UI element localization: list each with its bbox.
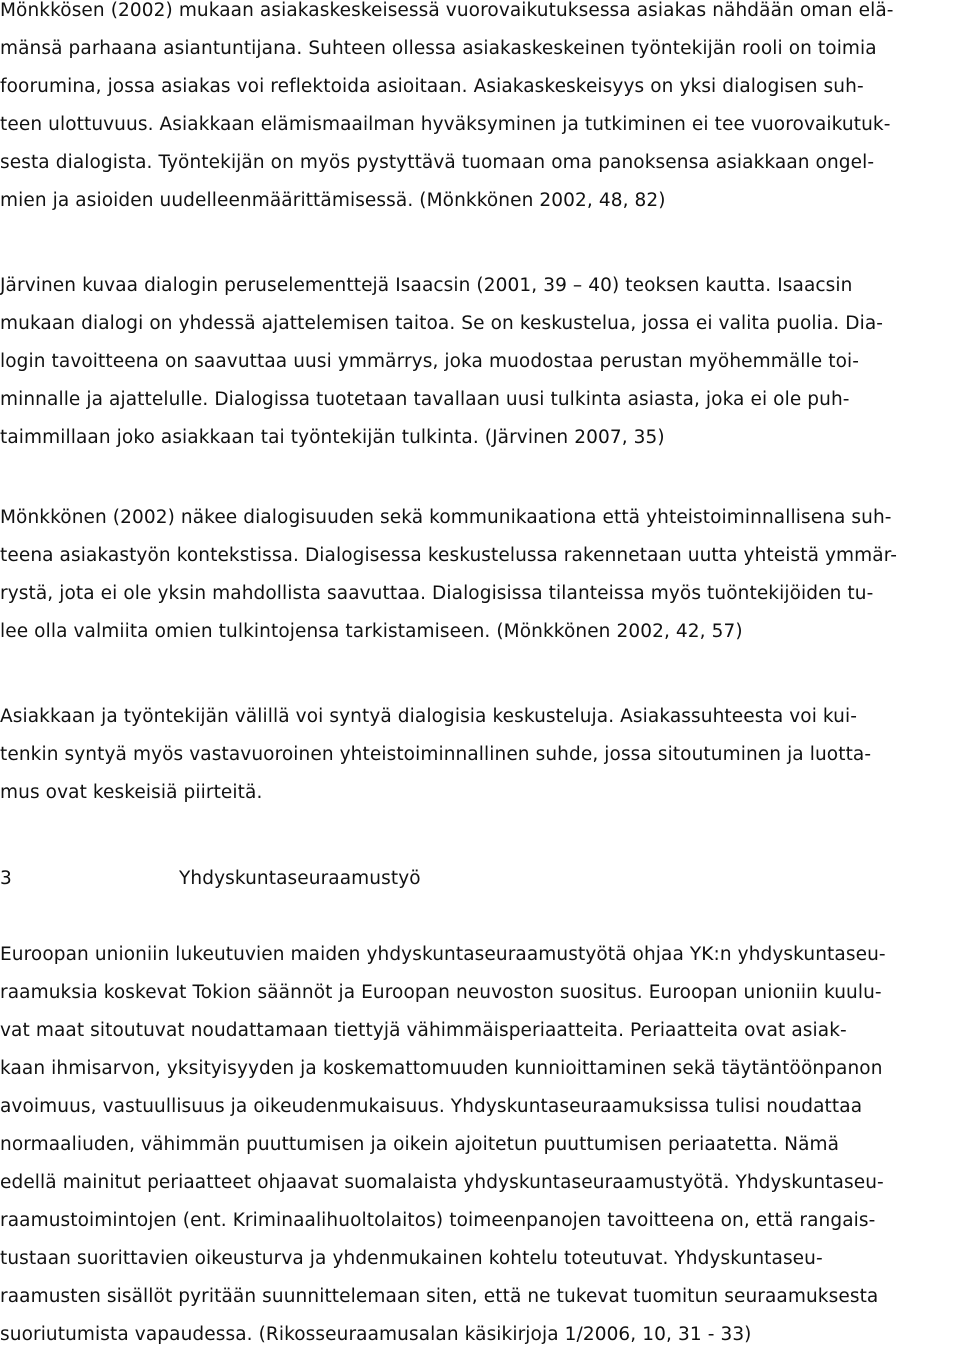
paragraph-line: mus ovat keskeisiä piirteitä. [0,782,263,803]
paragraph-line: vat maat sitoutuvat noudattamaan tiettyjä vähimmäisperiaatteita. Periaatteita ovat asiak- [0,1020,847,1041]
paragraph-dialogue-elements [0,267,960,457]
section-number: 3 [0,868,12,889]
paragraph-line: login tavoitteena on saavuttaa uusi ymmärrys, joka muodostaa perustan myöhemmälle toi- [0,351,860,372]
section-title: Yhdyskuntaseuraamustyö [179,868,421,889]
paragraph-line: mien ja asioiden uudelleenmäärittämisessä. (Mönkkönen 2002, 48, 82) [0,190,666,211]
paragraph-line: normaaliuden, vähimmän puuttumisen ja oikein ajoitetun puuttumisen periaatetta. Nämä [0,1134,840,1155]
paragraph-line: minnalle ja ajattelulle. Dialogissa tuotetaan tavallaan uusi tulkinta asiasta, joka ei ole puh- [0,389,850,410]
paragraph-line: mänsä parhaana asiantuntijana. Suhteen ollessa asiakaskeskeinen työntekijän rooli on toimia [0,38,877,59]
paragraph-line: tustaan suorittavien oikeusturva ja yhdenmukainen kohtelu toteutuvat. Yhdyskuntaseu- [0,1248,823,1269]
paragraph-line: mukaan dialogi on yhdessä ajattelemisen taitoa. Se on keskustelua, jossa ei valita puolia. Dia- [0,313,884,334]
paragraph-line: teena asiakastyön kontekstissa. Dialogisessa keskustelussa rakennetaan uutta yhteistä ymmär- [0,545,898,566]
paragraph-dialogue-customer-centered [0,0,960,220]
paragraph-line: sesta dialogista. Työntekijän on myös pystyttävä tuomaan oma panoksensa asiakkaan ongel- [0,152,875,173]
paragraph-line: foorumina, jossa asiakas voi reflektoida asioitaan. Asiakaskeskeisyys on yksi dialogisen suh- [0,76,864,97]
paragraph-line: suoriutumista vapaudessa. (Rikosseuraamusalan käsikirjoja 1/2006, 10, 31 - 33) [0,1324,752,1345]
paragraph-customer-worker-relation [0,698,960,812]
paragraph-line: Järvinen kuvaa dialogin peruselementtejä Isaacsin (2001, 39 – 40) teoksen kautta. Isaacsin [0,275,853,296]
paragraph-line: taimmillaan joko asiakkaan tai työntekijän tulkinta. (Järvinen 2007, 35) [0,427,665,448]
paragraph-line: Euroopan unioniin lukeutuvien maiden yhdyskuntaseuraamustyötä ohjaa YK:n yhdyskuntaseu- [0,944,886,965]
paragraph-line: lee olla valmiita omien tulkintojensa tarkistamiseen. (Mönkkönen 2002, 42, 57) [0,621,743,642]
paragraph-line: Mönkkönen (2002) näkee dialogisuuden sekä kommunikaationa että yhteistoiminnallisena suh- [0,507,892,528]
paragraph-line: edellä mainitut periaatteet ohjaavat suomalaista yhdyskuntaseuraamustyötä. Yhdyskuntaseu- [0,1172,884,1193]
paragraph-line: Asiakkaan ja työntekijän välillä voi syntyä dialogisia keskusteluja. Asiakassuhteesta voi kui- [0,706,858,727]
paragraph-line: tenkin syntyä myös vastavuoroinen yhteistoiminnallinen suhde, jossa sitoutuminen ja luotta- [0,744,872,765]
paragraph-line: raamusten sisällöt pyritään suunnittelemaan siten, että ne tukevat tuomitun seuraamuksesta [0,1286,879,1307]
paragraph-community-sanctions [0,936,960,1354]
paragraph-line: kaan ihmisarvon, yksityisyyden ja koskemattomuuden kunnioittaminen sekä täytäntöönpanon [0,1058,883,1079]
paragraph-line: raamuksia koskevat Tokion säännöt ja Euroopan neuvoston suositus. Euroopan unioniin kuulu- [0,982,882,1003]
paragraph-line: raamustoimintojen (ent. Kriminaalihuoltolaitos) toimeenpanojen tavoitteena on, että rangais- [0,1210,876,1231]
paragraph-line: rystä, jota ei ole yksin mahdollista saavuttaa. Dialogisissa tilanteissa myös tuöntekijöiden tu- [0,583,874,604]
paragraph-line: Mönkkösen (2002) mukaan asiakaskeskeisessä vuorovaikutuksessa asiakas nähdään oman elä- [0,0,894,21]
paragraph-line: teen ulottuvuus. Asiakkaan elämismaailman hyväksyminen ja tutkiminen ei tee vuorovaikutuk- [0,114,891,135]
paragraph-dialogue-communication [0,499,960,651]
paragraph-line: avoimuus, vastuullisuus ja oikeudenmukaisuus. Yhdyskuntaseuraamuksissa tulisi noudattaa [0,1096,863,1117]
